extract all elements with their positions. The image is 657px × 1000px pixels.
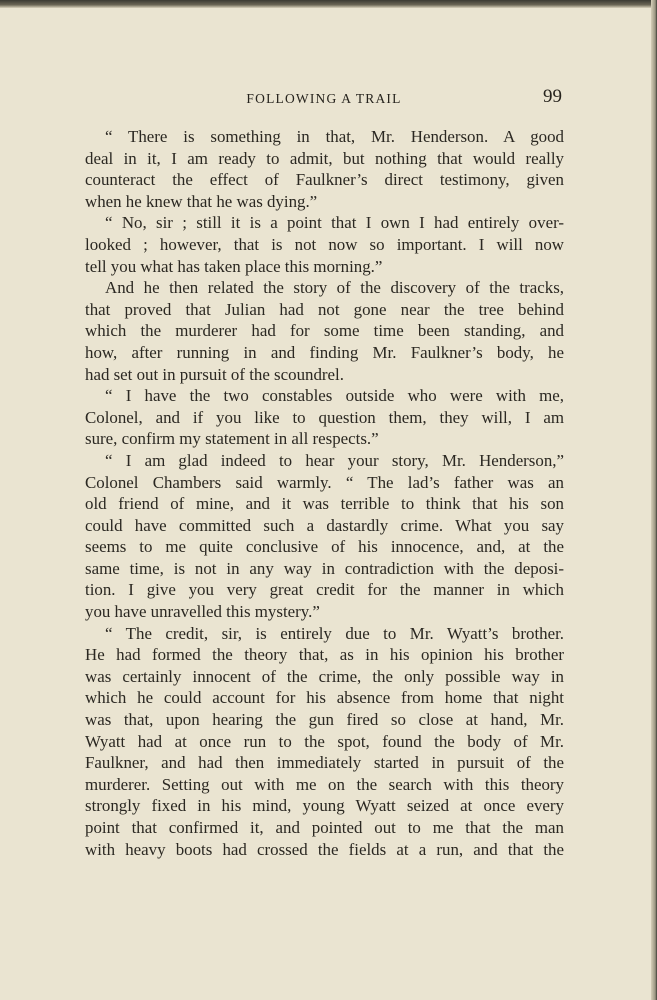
text-line: seems to me quite conclusive of his innocence, and, at the <box>85 537 564 557</box>
text-line: Faulkner, and had then immediately started in pursuit of the <box>85 753 564 773</box>
text-line: counteract the effect of Faulkner’s direct testimony, given <box>85 170 564 190</box>
body-text <box>85 126 564 860</box>
text-line: when he knew that he was dying.” <box>85 191 318 211</box>
page-number: 99 <box>543 86 562 107</box>
text-line: “ There is something in that, Mr. Henderson. A good <box>105 127 564 146</box>
text-line: you have unravelled this mystery.” <box>85 602 320 622</box>
text-line: same time, is not in any way in contradiction with the deposi- <box>85 558 564 578</box>
text-line: “ No, sir ; still it is a point that I own I had entirely over- <box>105 213 564 233</box>
text-line: how, after running in and finding Mr. Faulkner’s body, he <box>85 342 564 362</box>
text-line: was certainly innocent of the crime, the only possible way in <box>85 666 564 686</box>
text-line: “ I have the two constables outside who were with me, <box>105 386 564 406</box>
text-line: had set out in pursuit of the scoundrel. <box>85 364 344 384</box>
text-line: looked ; however, that is not now so important. I will now <box>85 234 564 254</box>
text-line: murderer. Setting out with me on the search with this theory <box>85 774 564 794</box>
text-line: that proved that Julian had not gone near the tree behind <box>85 299 564 319</box>
running-head: FOLLOWING A TRAIL <box>246 91 402 106</box>
text-line: tell you what has taken place this morning.” <box>85 256 383 276</box>
text-line: which the murderer had for some time been standing, and <box>85 321 564 341</box>
text-line: point that confirmed it, and pointed out to me that the man <box>85 818 564 837</box>
text-line: He had formed the theory that, as in his opinion his brother <box>85 645 564 665</box>
text-line: “ The credit, sir, is entirely due to Mr. Wyatt’s brother. <box>105 623 564 643</box>
text-line: sure, confirm my statement in all respects.” <box>85 429 379 449</box>
text-line: And he then related the story of the discovery of the tracks, <box>105 278 564 298</box>
text-line: Wyatt had at once run to the spot, found the body of Mr. <box>85 731 564 751</box>
text-line: could have committed such a dastardly crime. What you say <box>85 515 564 535</box>
text-line: Colonel, and if you like to question them, they will, I am <box>85 407 564 427</box>
text-line: which he could account for his absence from home that night <box>85 688 564 708</box>
text-line: strongly fixed in his mind, young Wyatt seized at once every <box>85 796 564 816</box>
page-right-edge <box>651 0 657 1000</box>
text-line: “ I am glad indeed to hear your story, Mr. Henderson,” <box>105 450 564 470</box>
page-header <box>84 88 564 112</box>
text-line: tion. I give you very great credit for the manner in which <box>85 580 564 600</box>
page-top-edge <box>0 0 657 8</box>
text-line: was that, upon hearing the gun fired so close at hand, Mr. <box>85 710 564 730</box>
text-line: deal in it, I am ready to admit, but nothing that would really <box>85 148 564 168</box>
text-line: old friend of mine, and it was terrible to think that his son <box>85 494 564 514</box>
text-line: with heavy boots had crossed the fields at a run, and that the <box>85 839 564 859</box>
text-line: Colonel Chambers said warmly. “ The lad’s father was an <box>85 472 564 492</box>
